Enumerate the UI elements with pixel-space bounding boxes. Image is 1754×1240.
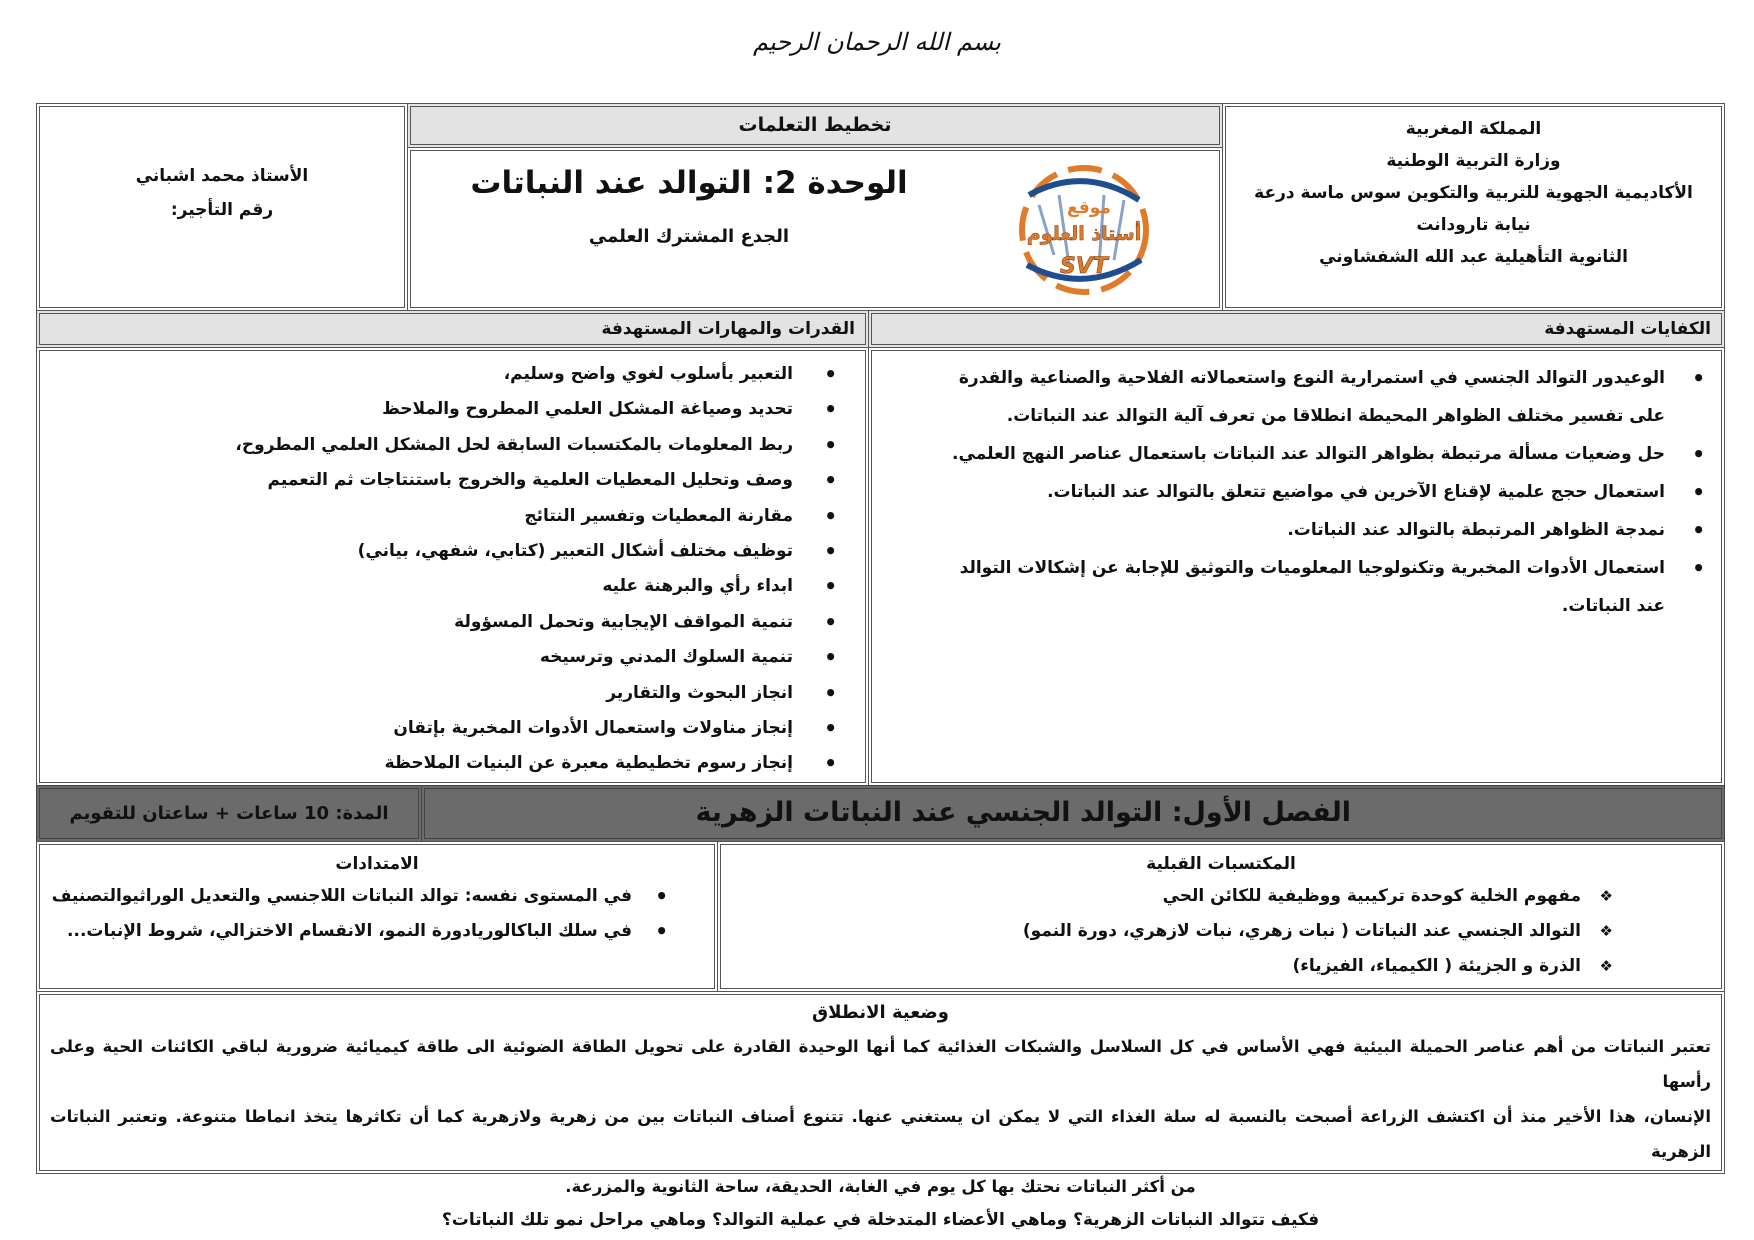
list-item: • استعمال حجج علمية لإقناع الآخرين في مواضيع تتعلق بالتوالد عند النباتات.: [932, 473, 1721, 511]
list-item: • إنجاز رسوم تخطيطية معبرة عن البنيات الملاحظة: [40, 746, 865, 781]
extensions-title: الامتدادات: [335, 854, 419, 874]
list-item: • تنمية السلوك المدني وترسيخه: [40, 640, 865, 675]
starting-question: فكيف تتوالد النباتات الزهرية؟ وماهي الأعضاء المتدخلة في عملية التوالد؟ وماهي مراحل نمو تلك النباتات؟: [441, 1210, 1320, 1230]
list-item: • مقارنة المعطيات وتفسير النتائج: [40, 499, 865, 534]
duration-label: المدة: 10 ساعات + ساعتان للتقويم: [40, 803, 418, 824]
level-label: الجدع المشترك العلمي: [588, 226, 790, 247]
list-item: ❖ الذرة و الجزيئة ( الكيمياء، الفيزياء): [721, 949, 1721, 984]
logo-word-site: موقع: [1067, 198, 1111, 218]
unit-title: الوحدة 2: التوالد عند النباتات: [470, 165, 908, 201]
starting-situation-block: [36, 991, 1725, 1230]
starting-situation-line: من أكثر النباتات نحتك بها كل يوم في الغابة، الحديقة، ساحة الثانوية والمزرعة.: [565, 1177, 1196, 1196]
competencies-block: [868, 347, 1725, 786]
competencies-list: [872, 359, 1721, 625]
teacher-name: الأستاذ محمد اشباني: [135, 166, 309, 186]
extensions-block: [36, 841, 718, 992]
list-item: • إنجاز مناولات واستعمال الأدوات المخبرية بإتقان: [40, 711, 865, 746]
list-item: • استعمال الأدوات المخبرية وتكنولوجيا المعلوميات والتوثيق للإجابة عن إشكالات التوالد عند النباتات.: [932, 549, 1721, 625]
learning-plan-header: تخطيط التعلمات: [407, 103, 1223, 148]
list-item: • الوعيدور التوالد الجنسي في استمرارية النوع واستعمالاته الفلاحية والصناعية والقدرة على تفسير مختلف الظواهر المحيطة انطلاقا من تعرف آلية التوالد عند النباتات.: [932, 359, 1721, 435]
list-item: • حل وضعيات مسألة مرتبطة بظواهر التوالد عند النباتات باستعمال عناصر النهج العلمي.: [932, 435, 1721, 473]
list-item: • انجاز البحوث والتقارير: [40, 676, 865, 711]
starting-situation-line: تعتبر النباتات من أهم عناصر الحميلة البيئية فهي الأساس في كل السلاسل والشبكات الغذائية كما أنها الوحيدة القادرة على تحويل الطاقة الضوئية الى طاقة كيميائية ضرورية لباقي الكائنات الحية وعلى رأسها: [50, 1037, 1711, 1091]
directorate-label: نيابة تارودانت: [1416, 215, 1531, 235]
prior-knowledge-block: [717, 841, 1725, 992]
prior-knowledge-list: [721, 879, 1721, 984]
chapter-title: الفصل الأول: التوالد الجنسي عند النباتات الزهرية: [695, 797, 1351, 828]
teacher-id-label: رقم التأجير:: [170, 200, 274, 220]
chapter-bar: [421, 785, 1725, 842]
starting-situation-line: الإنسان، هذا الأخير منذ أن اكتشف الزراعة أصبحت بالنسبة له سلة الغذاء التي لا يمكن ان يستغني عنها. تتنوع أصناف النباتات بين من زهرية ولازهرية كما أن تكاثرها يتخذ انماطا متنوعة. وتعتبر النباتات الزهرية: [50, 1107, 1711, 1161]
logo-word-svt: SVT: [1060, 254, 1108, 279]
extensions-list: [40, 879, 714, 949]
list-item: ❖ مفهوم الخلية كوحدة تركيبية ووظيفية للكائن الحي: [721, 879, 1721, 914]
list-item: • التعبير بأسلوب لغوي واضح وسليم،: [40, 357, 865, 392]
skills-title: القدرات والمهارات المستهدفة: [36, 310, 869, 348]
list-item: • وصف وتحليل المعطيات العلمية والخروج باستنتاجات ثم التعميم: [40, 463, 865, 498]
list-item: • في المستوى نفسه: توالد النباتات اللاجنسي والتعديل الوراثيوالتصنيف: [40, 879, 714, 914]
prior-knowledge-title: المكتسبات القبلية: [1146, 854, 1296, 874]
unit-block: [407, 147, 1223, 311]
list-item: • نمدجة الظواهر المرتبطة بالتوالد عند النباتات.: [932, 511, 1721, 549]
list-item: • ربط المعلومات بالمكتسبات السابقة لحل المشكل العلمي المطروح،: [40, 428, 865, 463]
logo-word-teacher: أستاذ العلوم: [1026, 223, 1142, 245]
administration-block: [1222, 103, 1725, 311]
competencies-title: الكفايات المستهدفة: [868, 310, 1725, 348]
list-item: • في سلك الباكالوريادورة النمو، الانقسام الاختزالي، شروط الإنبات...: [40, 914, 714, 949]
list-item: • تنمية المواقف الإيجابية وتحمل المسؤولة: [40, 605, 865, 640]
list-item: • ابداء رأي والبرهنة عليه: [40, 569, 865, 604]
ministry-label: وزارة التربية الوطنية: [1386, 151, 1561, 171]
academy-label: الأكاديمية الجهوية للتربية والتكوين سوس ماسة درعة: [1254, 183, 1693, 203]
skills-block: [36, 347, 869, 786]
list-item: • توظيف مختلف أشكال التعبير (كتابي، شفهي، بياني): [40, 534, 865, 569]
list-item: • تحديد وصياغة المشكل العلمي المطروح والملاحظ: [40, 392, 865, 427]
starting-situation-text: [40, 1029, 1721, 1204]
skills-list: [40, 357, 865, 782]
starting-situation-title: وضعية الانطلاق: [812, 1002, 949, 1023]
list-item: ❖ التوالد الجنسي عند النباتات ( نبات زهري، نبات لازهري، دورة النمو): [721, 914, 1721, 949]
teacher-block: [36, 103, 408, 311]
bismillah: بسم الله الرحمان الرحيم: [753, 28, 1001, 56]
school-label: الثانوية التأهيلية عبد الله الشفشاوني: [1319, 247, 1628, 267]
svt-logo: [1009, 155, 1159, 305]
duration-bar: [36, 785, 422, 842]
kingdom-label: المملكة المغربية: [1405, 119, 1542, 139]
